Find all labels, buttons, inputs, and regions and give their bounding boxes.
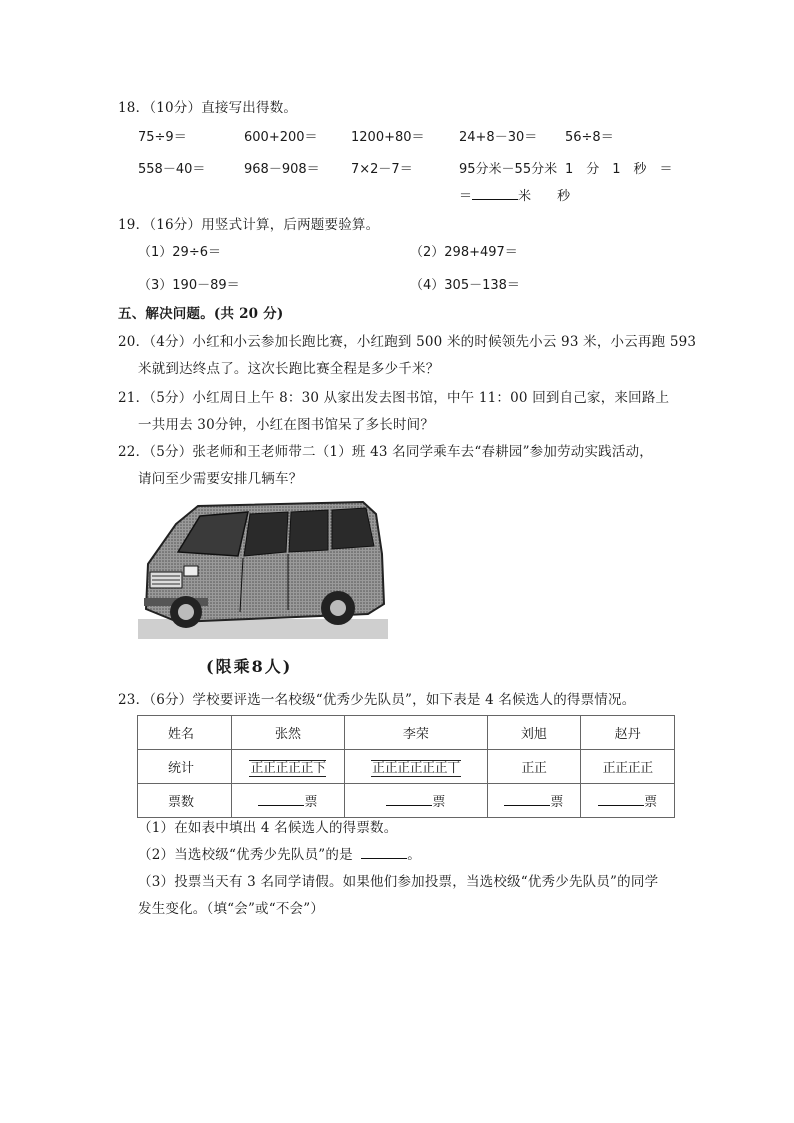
candidate-name: 刘旭 [487,716,581,750]
vote-table [137,715,675,818]
tally-marks: 正正正正正正丅 [372,761,460,776]
answer-blank[interactable] [472,199,518,200]
calc-item: 1200+80＝ [351,130,425,145]
q20-line2: 米就到达终点了。这次长跑比赛全程是多少千米？ [138,361,440,377]
candidate-name: 赵丹 [581,716,675,750]
q22-line2: 请问至少需要安排几辆车？ [138,471,303,487]
q23-sub2 [138,843,421,863]
table-row [138,716,675,750]
q23-sub2-prefix: （2）当选校级“优秀少先队员”的是 [138,847,353,863]
table-row-label: 票数 [138,784,232,818]
calc-item: 75÷9＝ [138,130,187,145]
tally-marks: 正正正正 [602,761,653,776]
calc-item: 7×2－7＝ [351,162,413,177]
q21-line2: 一共用去 30分钟，小红在图书馆呆了多长时间？ [138,417,435,433]
van-image [138,494,388,646]
tally-cell [345,750,487,784]
candidate-name: 张然 [231,716,345,750]
table-header-cell: 姓名 [138,716,232,750]
q19-item: （1）29÷6＝ [138,245,221,260]
q23-sub1: （1）在如表中填出 4 名候选人的得票数。 [138,820,398,836]
calc-item: 1 分 1 秒 ＝ [565,162,673,177]
q19-header: 19．（16分）用竖式计算，后两题要验算。 [118,217,380,233]
table-row [138,784,675,818]
van-caption: (限乘8人) [206,657,293,676]
tally-cell [231,750,345,784]
q23-sub3-line1: （3）投票当天有 3 名同学请假。如果他们参加投票，当选校级“优秀少先队员”的同学 [138,874,659,890]
tally-marks: 正正 [521,761,547,776]
votes-cell [487,784,581,818]
calc-item: 968－908＝ [244,162,320,177]
table-row [138,750,675,784]
tally-cell [581,750,675,784]
unit-meter: 米 [518,189,532,204]
vote-unit: 票 [644,795,658,810]
unit-second: 秒 [557,189,571,204]
q23-sub2-suffix: 。 [407,847,421,863]
q23-sub3-line2: 发生变化。（填“会”或“不会”） [138,901,325,917]
answer-blank[interactable] [504,805,550,806]
answer-blank[interactable] [361,858,407,859]
tally-cell [487,750,581,784]
q23-header: 23．（6分）学校要评选一名校级“优秀少先队员”，如下表是 4 名候选人的得票情况。 [118,692,636,708]
answer-blank[interactable] [386,805,432,806]
calc-item: 600+200＝ [244,130,318,145]
tally-marks: 正正正正正下 [250,761,326,776]
candidate-name: 李荣 [345,716,487,750]
q19-item: （3）190－89＝ [138,278,240,293]
answer-blank[interactable] [598,805,644,806]
q22-line1: 22．（5分）张老师和王老师带二（1）班 43 名同学乘车去“春耕园”参加劳动实践活动， [118,444,653,460]
answer-blank[interactable] [258,805,304,806]
section-title: 五、解决问题。(共 20 分) [118,306,284,322]
answer-line [459,185,570,204]
calc-item: 56÷8＝ [565,130,614,145]
calc-item: 558－40＝ [138,162,206,177]
votes-cell [581,784,675,818]
votes-cell [345,784,487,818]
votes-cell [231,784,345,818]
q19-item: （2）298+497＝ [410,245,518,260]
q18-header: 18．（10分）直接写出得数。 [118,100,298,116]
vote-unit: 票 [432,795,446,810]
q19-item: （4）305－138＝ [410,278,520,293]
table-row-label: 统计 [138,750,232,784]
vote-unit: 票 [550,795,564,810]
equals-sign: ＝ [459,189,473,204]
q20-line1: 20．（4分）小红和小云参加长跑比赛，小红跑到 500 米的时候领先小云 93 米，小云再跑 593 [118,334,697,350]
calc-item: 95分米－55分米 [459,162,558,177]
calc-item: 24+8－30＝ [459,130,538,145]
vote-unit: 票 [304,795,318,810]
q21-line1: 21．（5分）小红周日上午 8：30 从家出发去图书馆，中午 11：00 回到自己家，来回路上 [118,390,670,406]
